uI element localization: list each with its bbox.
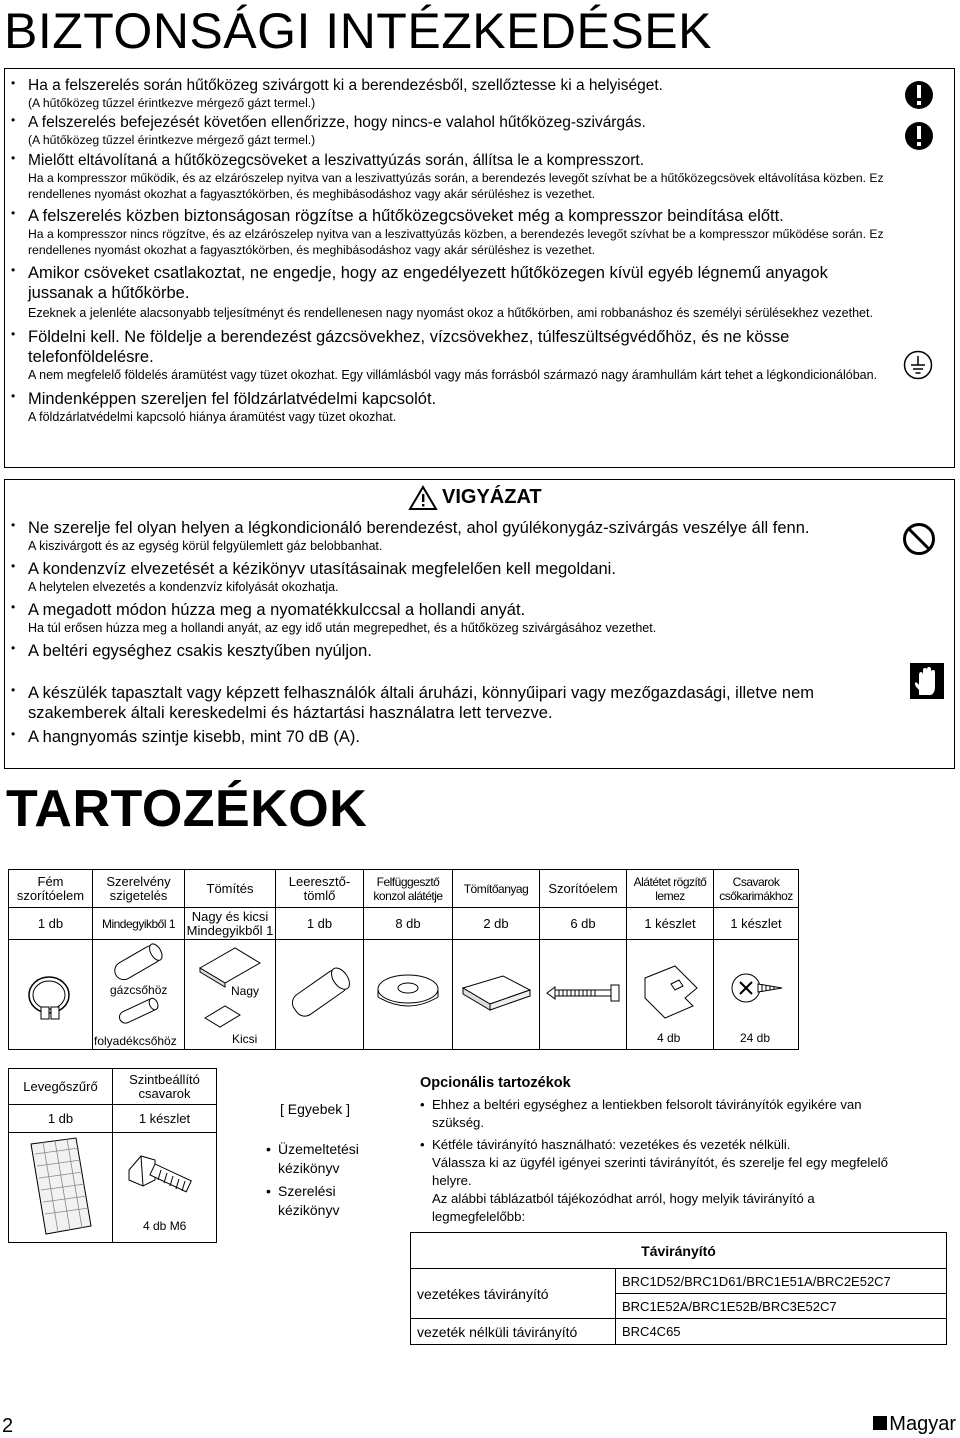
remote-control-table: [410, 1232, 947, 1345]
acc-qty-leereszto: 1 db: [276, 908, 364, 940]
acc-qty-tomites: Nagy és kicsi Mindegyikből 1: [185, 908, 276, 940]
caution-item: • A kondenzvíz elvezetését a kézikönyv utasításainak megfelelően kell megoldani. A helytelen elvezetés a kondenzvíz kifolyását okozhatja.: [8, 559, 888, 595]
acc-qty-felfuggeszto: 8 db: [364, 908, 453, 940]
flange-screw-icon: [726, 958, 786, 1028]
caution-item: • A hangnyomás szintje kisebb, mint 70 dB (A).: [8, 727, 888, 747]
optional-bullet: • Kétféle távirányító használható: vezetékes és vezeték nélküli.: [420, 1137, 791, 1152]
caution-item-main: Ne szerelje fel olyan helyen a légkondicionáló berendezést, ahol gyúlékonygáz-szivárgás veszélye áll fenn.: [28, 519, 810, 537]
acc-img-szerelveny: [93, 940, 185, 1050]
egyebek-list: [266, 1140, 386, 1220]
wireless-remote-label: vezeték nélküli távirányító: [411, 1319, 616, 1345]
safety-item: • A felszerelés befejezését követően ellenőrizze, hogy nincs-e valahol hűtőközeg-szivárgás. (A hűtőközeg tűzzel érintkezve mérgező gázt termel.): [8, 113, 888, 148]
safety-item-main: Mielőtt eltávolítaná a hűtőközegcsöveket a leszivattyúzás során, állítsa le a kompresszort.: [28, 152, 644, 169]
acc-header-leereszto: Leeresztő-tömlő: [276, 870, 364, 908]
washer-icon: [373, 963, 443, 1023]
acc-img-fem: [9, 940, 93, 1050]
caution-item-main: A megadott módon húzza meg a nyomatékkulccsal a hollandi anyát.: [28, 601, 526, 619]
safety-item-sub: Ezeknek a jelenléte alacsonyabb teljesítményt és rendellenesen nagy nyomást okoz a hűtőkörben, ami robbanáshoz és személyi sérülésekhez vezethet.: [28, 306, 873, 320]
optional-bullet: • Ehhez a beltéri egységhez a lentiekben felsorolt távirányítók egyikére van szükség.: [420, 1097, 862, 1130]
wired-remote-label: vezetékes távirányító: [411, 1269, 616, 1319]
exclamation-icon: [904, 121, 934, 151]
optional-bullet-2: Kétféle távirányító használható: vezetékes és vezeték nélküli.: [432, 1137, 791, 1152]
leveling-screw-icon: [125, 1146, 205, 1226]
wireless-remote-models: BRC4C65: [616, 1319, 947, 1345]
acc-header-fem: Fém szorítóelem: [9, 870, 93, 908]
safety-item: • A felszerelés közben biztonságosan rögzítse a hűtőközegcsöveket még a kompresszor beindítása előtt. Ha a kompresszor nincs rögzítve, és az elzárószelep nyitva van a leszivattyúzás közben, a berendezés levegőt szívhat be a kompresszor működése során. Ez rendellenes nyomást okozhat a fagyasztókörben, és meghibásodáshoz vagy akár sérüléshez is vezethet.: [8, 206, 888, 258]
wired-remote-models-1: BRC1D52/BRC1D61/BRC1E51A/BRC2E52C7: [616, 1269, 947, 1294]
acc-qty-fem: 1 db: [9, 908, 93, 940]
safety-item-main: Földelni kell. Ne földelje a berendezést gázcsövekhez, vízcsövekhez, túlfeszültségvédőhöz, és ne kösse telefonföldelésre.: [28, 328, 790, 366]
acc-qty-alatet: 1 készlet: [627, 908, 714, 940]
optional-para-1: Válassza ki az ügyfél igényei szerinti távirányítót, és szerelje fel egy megfelelő helyre.: [432, 1155, 888, 1188]
acc-header-szoritoelem: Szorítóelem: [540, 870, 627, 908]
caution-item-main: A kondenzvíz elvezetését a kézikönyv utasításainak megfelelően kell megoldani.: [28, 560, 616, 578]
egyebek-item-label: Üzemeltetési kézikönyv: [278, 1141, 359, 1176]
optional-text: [420, 1096, 910, 1226]
optional-title: Opcionális tartozékok: [420, 1075, 571, 1091]
caution-item: • Ne szerelje fel olyan helyen a légkondicionáló berendezést, ahol gyúlékonygáz-szivárgás veszélye áll fenn. A kiszivárgott és az egység körül felgyülemlett gáz belobbanhat.: [8, 518, 888, 554]
page-number: 2: [2, 1415, 14, 1437]
acc-img-csavarok: [714, 940, 799, 1050]
language-label: [873, 1413, 956, 1436]
label-kicsi: Kicsi: [232, 1032, 258, 1046]
acc-header-felfuggeszto: Felfüggesztő konzol alátétje: [364, 870, 453, 908]
optional-bullet-1: Ehhez a beltéri egységhez a lentiekben felsorolt távirányítók egyikére van szükség.: [432, 1097, 862, 1130]
language-text: Magyar: [889, 1413, 956, 1435]
acc-header-tomitoanyag: Tömítőanyag: [453, 870, 540, 908]
optional-para-2: Az alábbi táblázatból tájékozódhat arról, hogy melyik távirányító a legmegfelelőbb:: [432, 1191, 815, 1224]
acc-header-tomites: Tömítés: [185, 870, 276, 908]
egyebek-item: • Szerelési kézikönyv: [266, 1183, 340, 1218]
label-gazcso: gázcsőhöz: [110, 983, 168, 997]
square-marker-icon: [873, 1416, 887, 1430]
acc-qty-szoritoelem: 6 db: [540, 908, 627, 940]
caution-item-main: A készülék tapasztalt vagy képzett felhasználók általi áruházi, könnyűipari vagy mezőgazdasági, illetve nem szakemberek általi kereskedelmi és háztartási használatra lett tervezve.: [28, 684, 815, 722]
egyebek-title: [ Egyebek ]: [280, 1101, 351, 1117]
acc-qty-csavarok: 1 készlet: [714, 908, 799, 940]
acc-header-csavarok: Csavarok csőkarimákhoz: [714, 870, 799, 908]
label-4db-m6: 4 db M6: [143, 1219, 187, 1233]
safety-item-main: A felszerelés közben biztonságosan rögzítse a hűtőközegcsöveket még a kompresszor beindítása előtt.: [28, 207, 784, 225]
acc-img-leereszto: [276, 940, 364, 1050]
egyebek-item-label: Szerelési kézikönyv: [278, 1183, 340, 1218]
caution-title: VIGYÁZAT: [442, 486, 542, 508]
acc-img-felfuggeszto: [364, 940, 453, 1050]
acc2-header-szintbeallito: Szintbeállító csavarok: [113, 1069, 217, 1105]
caution-list: [8, 518, 888, 747]
drain-hose-icon: [285, 953, 355, 1033]
caution-item-sub: A helytelen elvezetés a kondenzvíz kifolyását okozhatja.: [28, 580, 339, 594]
safety-item: • Mielőtt eltávolítaná a hűtőközegcsöveket a leszivattyúzás során, állítsa le a kompresszort. Ha a kompresszor működik, és az elzárószelep nyitva van a leszivattyúzás során, a berendezés levegőt szívhat be a hűtőközegcsövek eltávolítása közben. Ez rendellenes nyomást okozhat a fagyasztókörben, és meghibásodáshoz vagy akár sérüléshez is vezethet.: [8, 151, 888, 202]
label-24db: 24 db: [740, 1031, 771, 1045]
glove-icon: [910, 663, 944, 699]
caution-item-main: A hangnyomás szintje kisebb, mint 70 dB (A).: [28, 728, 360, 746]
safety-item-sub: A földzárlatvédelmi kapcsoló hiánya áramütést vagy tüzet okozhat.: [28, 410, 397, 424]
accessories-table-2: [8, 1068, 217, 1243]
air-filter-icon: [21, 1136, 101, 1236]
label-nagy: Nagy: [231, 984, 260, 998]
safety-item: • Ha a felszerelés során hűtőközeg szivárgott ki a berendezésből, szellőztesse ki a helyiséget. (A hűtőközeg tűzzel érintkezve mérgező gázt termel.): [8, 76, 888, 111]
acc2-img-szintbeallito: [113, 1133, 217, 1243]
safety-item-sub: (A hűtőközeg tűzzel érintkezve mérgező gázt termel.): [28, 96, 316, 110]
safety-item: • Mindenképpen szereljen fel földzárlatvédelmi kapcsolót. A földzárlatvédelmi kapcsoló hiánya áramütést vagy tüzet okozhat.: [8, 389, 888, 425]
warning-triangle-icon: [408, 485, 438, 511]
label-folyadekcso: folyadékcsőhöz: [94, 1034, 177, 1048]
prohibited-icon: [902, 522, 936, 556]
acc-qty-tomitoanyag: 2 db: [453, 908, 540, 940]
safety-item-sub: Ha a kompresszor működik, és az elzárószelep nyitva van a leszivattyúzás során, a berendezés levegőt szívhat be a hűtőközegcsövek eltávolítása közben. Ez rendellenes nyomást okozhat a fagyasztókörben, és meghibásodáshoz vagy akár sérüléshez is vezethet.: [28, 171, 884, 201]
washer-plate-icon: [635, 958, 705, 1028]
safety-item-sub: (A hűtőközeg tűzzel érintkezve mérgező gázt termel.): [28, 133, 316, 147]
safety-item-sub: A nem megfelelő földelés áramütést vagy tüzet okozhat. Egy villámlásból vagy más forrásból származó nagy áramhullám kárt tehet a légkondicionálóban.: [28, 368, 878, 382]
safety-item-sub: Ha a kompresszor nincs rögzítve, és az elzárószelep nyitva van a leszivattyúzás közben, a berendezés levegőt szívhat be a kompresszor működése során. Ez rendellenes nyomást okozhat a fagyasztókörben, és meghibásodáshoz vagy akár sérüléshez is vezethet.: [28, 227, 884, 257]
ground-icon: [903, 350, 933, 380]
caution-item-main: A beltéri egységhez csakis kesztyűben nyúljon.: [28, 642, 372, 660]
acc-img-tomitoanyag: [453, 940, 540, 1050]
sealing-material-icon: [458, 968, 534, 1018]
caution-item: • A beltéri egységhez csakis kesztyűben nyúljon.: [8, 641, 888, 661]
accessories-table: [8, 869, 799, 1050]
acc-img-tomites: [185, 940, 276, 1050]
metal-clamp-icon: [21, 963, 81, 1023]
clamp-tie-icon: [543, 973, 623, 1013]
remote-table-header: Távirányító: [411, 1233, 947, 1269]
exclamation-icon: [904, 80, 934, 110]
egyebek-item: • Üzemeltetési kézikönyv: [266, 1141, 359, 1176]
acc2-qty-levegoszuro: 1 db: [9, 1105, 113, 1133]
label-4db: 4 db: [657, 1031, 681, 1045]
safety-item: • Amikor csöveket csatlakoztat, ne engedje, hogy az engedélyezett hűtőközegen kívül egyéb légnemű anyagok jussanak a hűtőkörbe. Ezeknek a jelenléte alacsonyabb teljesítményt és rendellenesen nagy nyomást okoz a hűtőkörben, ami robbanáshoz és személyi sérülésekhez vezethet.: [8, 263, 888, 321]
safety-item-main: A felszerelés befejezését követően ellenőrizze, hogy nincs-e valahol hűtőközeg-szivárgás.: [28, 114, 646, 131]
safety-list: [8, 76, 888, 425]
safety-item-main: Mindenképpen szereljen fel földzárlatvédelmi kapcsolót.: [28, 390, 437, 408]
acc-img-szoritoelem: [540, 940, 627, 1050]
accessories-title: TARTOZÉKOK: [6, 780, 368, 838]
acc-qty-szerelveny: Mindegyikből 1: [93, 908, 185, 940]
safety-item-main: Ha a felszerelés során hűtőközeg szivárgott ki a berendezésből, szellőztesse ki a helyiséget.: [28, 77, 663, 94]
wired-remote-models-2: BRC1E52A/BRC1E52B/BRC3E52C7: [616, 1294, 947, 1319]
acc-header-alatet: Alátétet rögzítő lemez: [627, 870, 714, 908]
safety-item-main: Amikor csöveket csatlakoztat, ne engedje, hogy az engedélyezett hűtőközegen kívül egyéb légnemű anyagok jussanak a hűtőkörbe.: [28, 264, 828, 302]
caution-item: • A megadott módon húzza meg a nyomatékkulccsal a hollandi anyát. Ha túl erősen húzza meg a hollandi anyát, az egy idő után megrepedhet, és a hűtőközeg szivárgásához vezethet.: [8, 600, 888, 636]
acc-header-szerelveny: Szerelvény szigetelés: [93, 870, 185, 908]
acc-img-alatet: [627, 940, 714, 1050]
acc2-qty-szintbeallito: 1 készlet: [113, 1105, 217, 1133]
safety-title: BIZTONSÁGI INTÉZKEDÉSEK: [4, 3, 712, 59]
safety-item: • Földelni kell. Ne földelje a berendezést gázcsövekhez, vízcsövekhez, túlfeszültségvédőhöz, és ne kösse telefonföldelésre. A nem megfelelő földelés áramütést vagy tüzet okozhat. Egy villámlásból vagy más forrásból származó nagy áramhullám kárt tehet a légkondicionálóban.: [8, 327, 888, 383]
caution-item-sub: Ha túl erősen húzza meg a hollandi anyát, az egy idő után megrepedhet, és a hűtőközeg szivárgásához vezethet.: [28, 621, 657, 635]
acc2-header-levegoszuro: Levegőszűrő: [9, 1069, 113, 1105]
caution-item-sub: A kiszivárgott és az egység körül felgyülemlett gáz belobbanhat.: [28, 539, 383, 553]
caution-item: • A készülék tapasztalt vagy képzett felhasználók általi áruházi, könnyűipari vagy mezőgazdasági, illetve nem szakemberek általi kereskedelmi és háztartási használatra lett tervezve.: [8, 683, 888, 723]
acc2-img-levegoszuro: [9, 1133, 113, 1243]
